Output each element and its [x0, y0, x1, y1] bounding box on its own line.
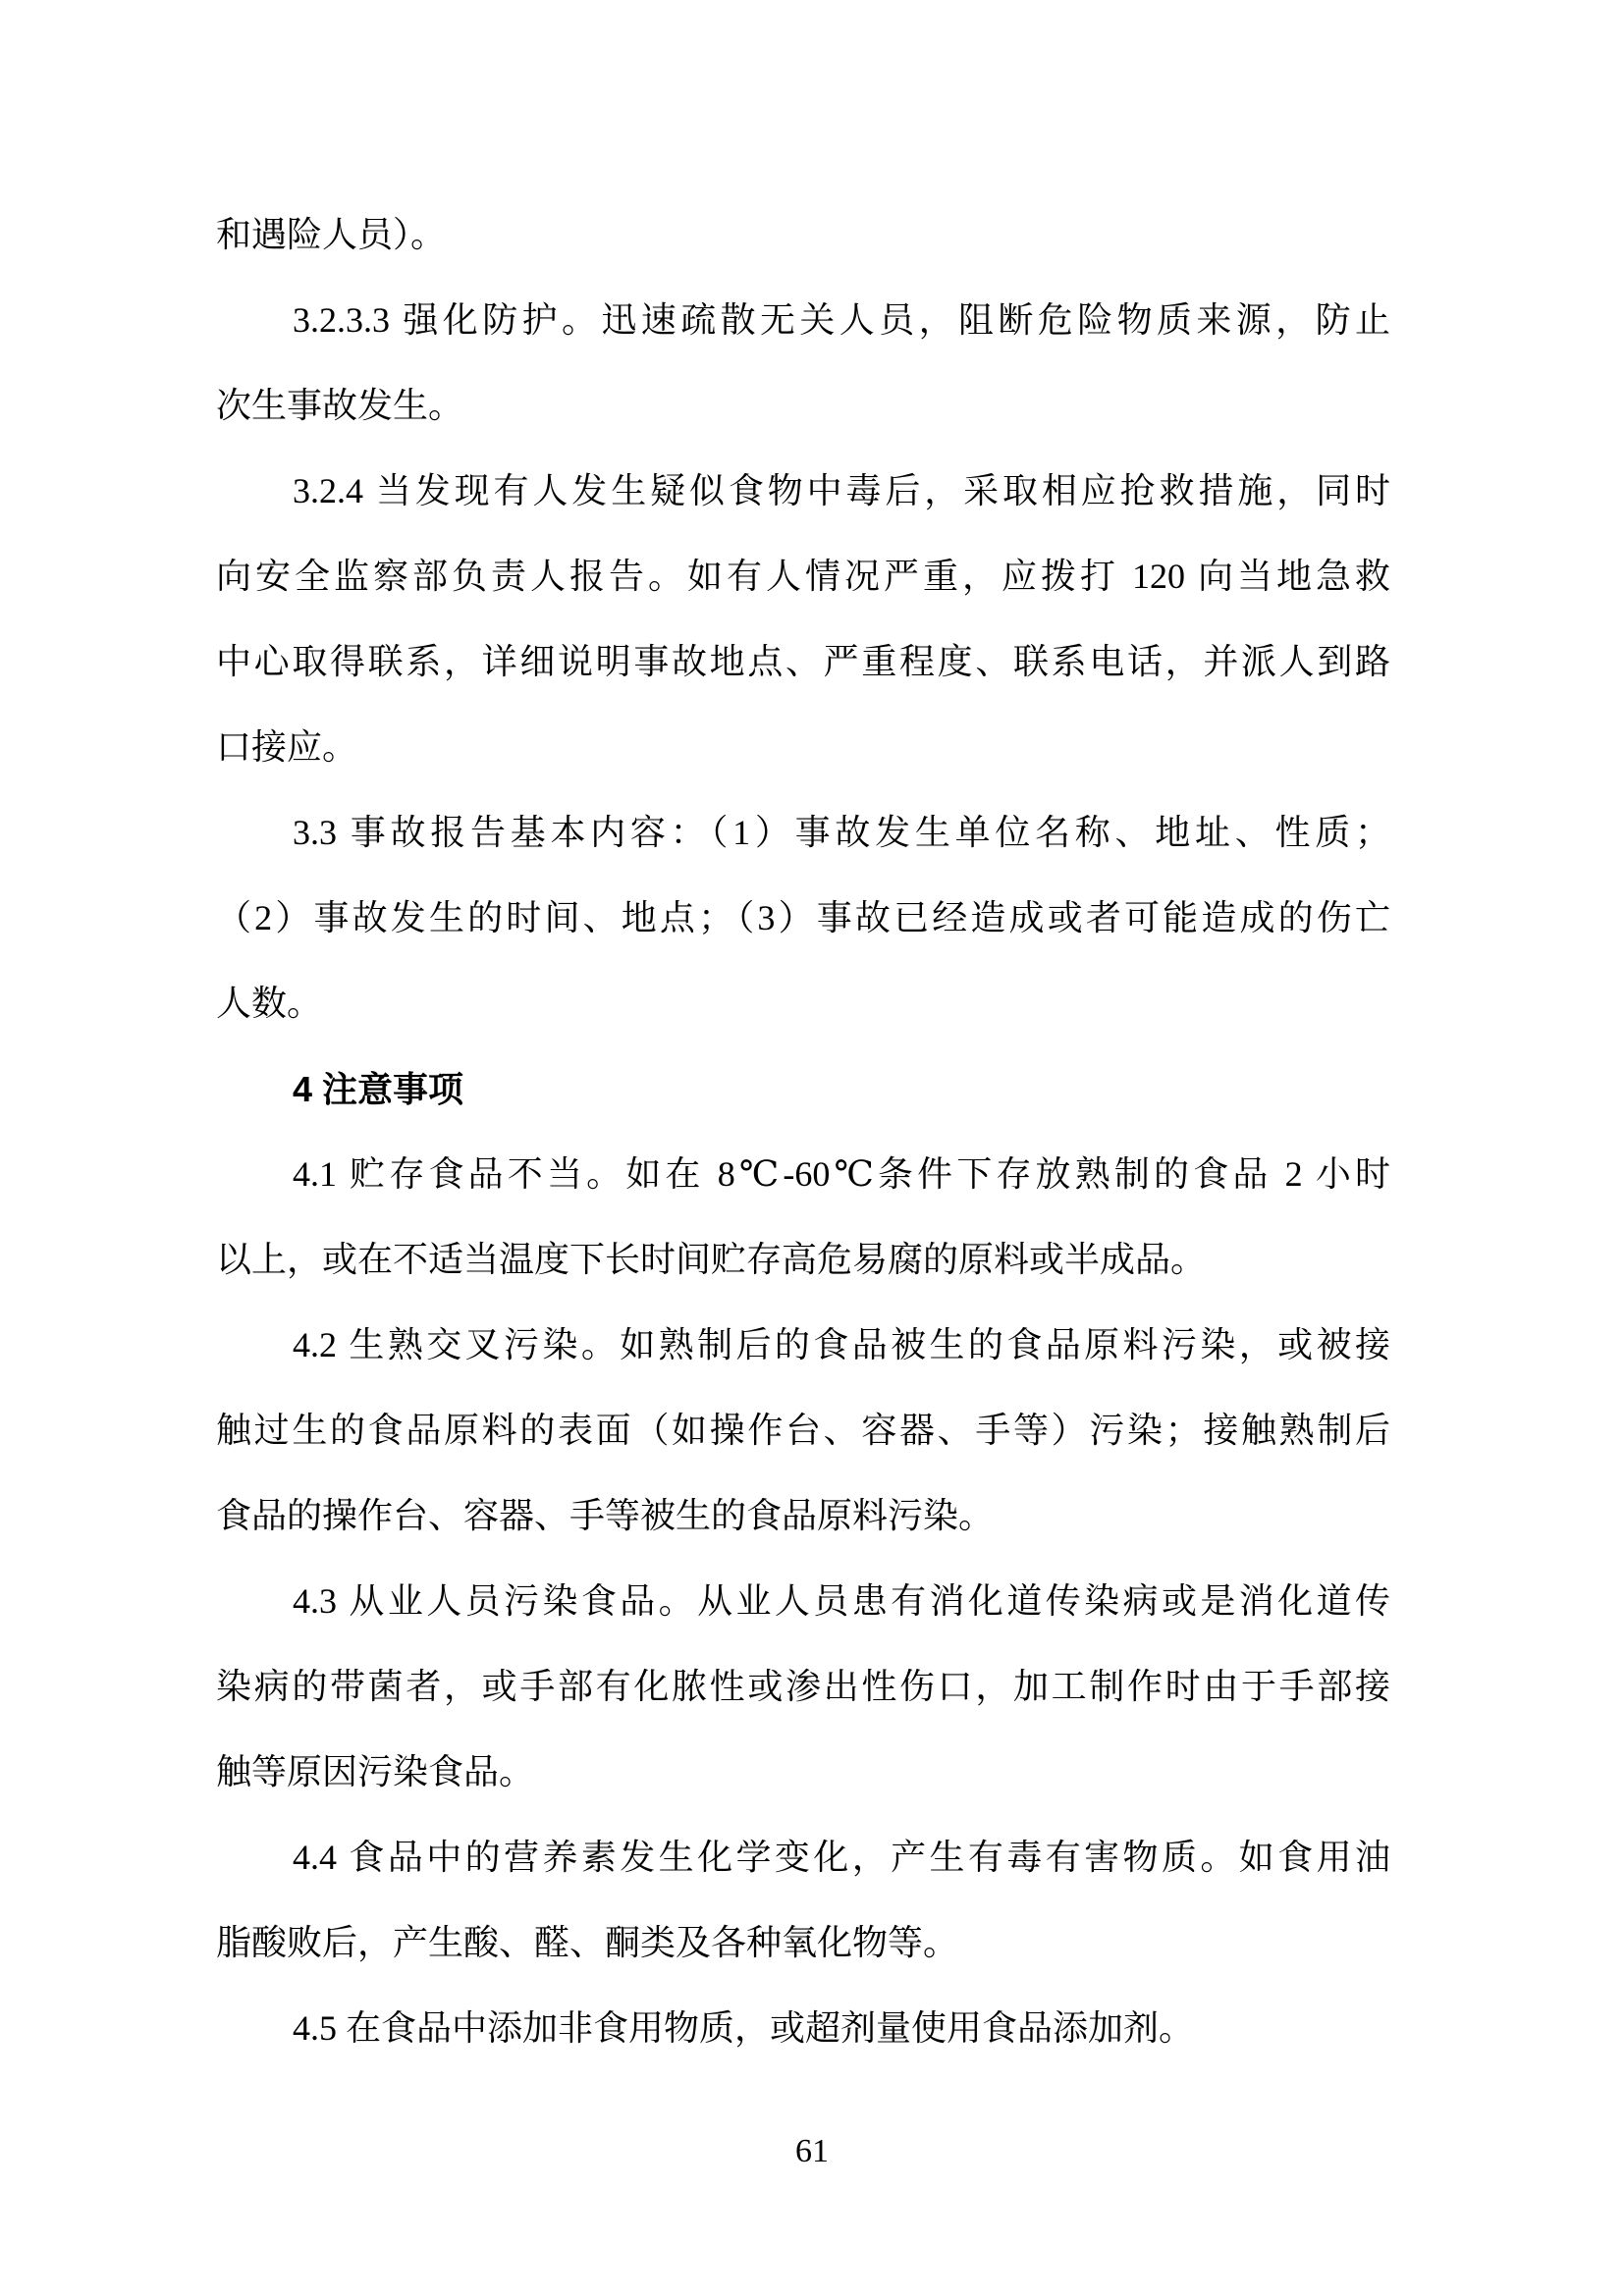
text-line: 脂酸败后，产生酸、醛、酮类及各种氧化物等。	[216, 1923, 959, 1962]
text-line: 以上，或在不适当温度下长时间贮存高危易腐的原料或半成品。	[216, 1240, 1207, 1279]
text-line: 3.2.4 当发现有人发生疑似食物中毒后，采取相应抢救措施，同时	[293, 471, 1390, 510]
text-line: 触等原因污染食品。	[216, 1752, 535, 1791]
text-line: （2）事故发生的时间、地点；（3）事故已经造成或者可能造成的伤亡	[216, 898, 1390, 937]
text-line: 4.1 贮存食品不当。如在 8℃-60℃条件下存放熟制的食品 2 小时	[293, 1154, 1390, 1194]
text-line: 4.2 生熟交叉污染。如熟制后的食品被生的食品原料污染，或被接	[293, 1325, 1390, 1364]
text-line: 人数。	[216, 984, 323, 1023]
text-line: 口接应。	[216, 727, 358, 767]
document-body	[216, 192, 1390, 2071]
heading-line: 4 注意事项	[293, 1069, 464, 1109]
page-number: 61	[795, 2133, 829, 2169]
text-line: 触过生的食品原料的表面（如操作台、容器、手等）污染；接触熟制后	[216, 1411, 1390, 1450]
text-line: 4.4 食品中的营养素发生化学变化，产生有毒有害物质。如食用油	[293, 1838, 1390, 1877]
text-line: 4.3 从业人员污染食品。从业人员患有消化道传染病或是消化道传	[293, 1581, 1390, 1621]
text-line: 3.2.3.3 强化防护。迅速疏散无关人员，阻断危险物质来源，防止	[293, 300, 1390, 340]
text-line: 3.3 事故报告基本内容：（1）事故发生单位名称、地址、性质；	[293, 813, 1390, 852]
text-line: 染病的带菌者，或手部有化脓性或渗出性伤口，加工制作时由于手部接	[216, 1667, 1390, 1706]
text-line: 次生事故发生。	[216, 386, 464, 425]
text-line: 和遇险人员）。	[216, 215, 447, 254]
text-line: 向安全监察部负责人报告。如有人情况严重，应拨打 120 向当地急救	[216, 557, 1390, 596]
text-line: 4.5 在食品中添加非食用物质，或超剂量使用食品添加剂。	[293, 2008, 1195, 2048]
text-line: 食品的操作台、容器、手等被生的食品原料污染。	[216, 1496, 995, 1535]
text-line: 中心取得联系，详细说明事故地点、严重程度、联系电话，并派人到路	[216, 642, 1390, 681]
